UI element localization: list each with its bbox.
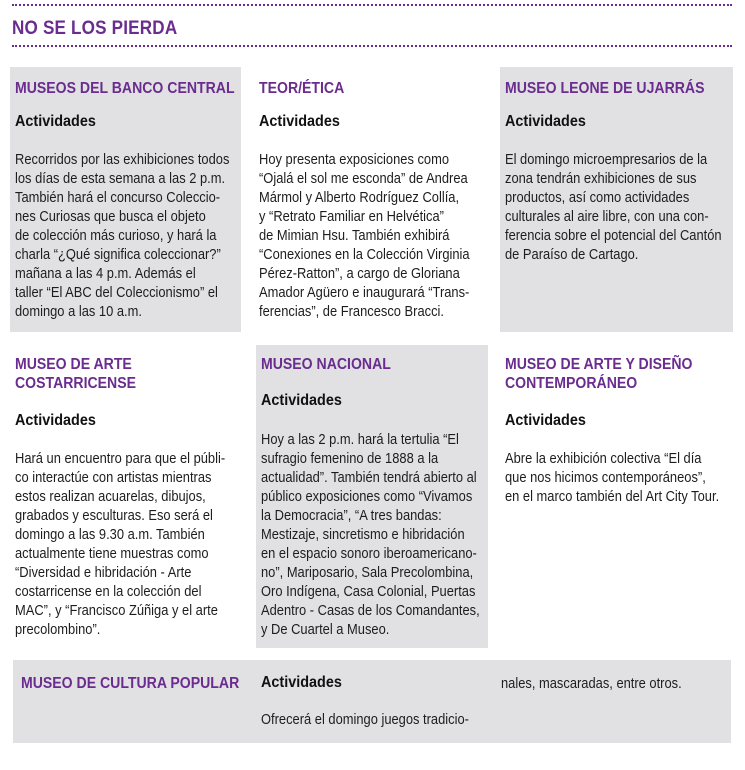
box-subtitle: Actividades	[505, 113, 586, 130]
box-body: Hará un encuentro para que el públi- co interactúe con artistas mientras estos realizan acuarelas, dibujos, grabados y esculturas. Eso será el domingo a las 9.30 a.m. También actualmente tiene muestras como “Diversidad e hibridación - Arte costarricense en la colección del MAC”, y “Francisco Zúñiga y el arte precolombino”.	[15, 450, 226, 638]
box-body: Hoy a las 2 p.m. hará la tertulia “El sufragio femenino de 1888 a la actualidad”. También tendrá abierto al público exposiciones como “Vivamos la Democracia”, “A tres bandas: Mestizaje, sincretismo e hibridación en el espacio sonoro iberoamericano- no”, Mariposario, Sala Precolombina, Oro Indígena, Casa Colonial, Puertas Adentro - Casas de los Comandantes, y De Cuartel a Museo.	[261, 431, 480, 638]
section-header	[12, 18, 732, 40]
box-teoretica	[254, 67, 486, 332]
box-banco-central	[10, 67, 241, 332]
box-museo-nacional	[256, 345, 488, 648]
box-cultura-popular	[13, 660, 731, 743]
box-subtitle: Actividades	[261, 392, 342, 409]
box-title: MUSEO DE CULTURA POPULAR	[21, 675, 240, 692]
box-subtitle: Actividades	[15, 113, 96, 130]
header-dotted-rule	[12, 45, 732, 47]
box-arte-diseno-contemporaneo	[500, 345, 733, 545]
box-subtitle: Actividades	[15, 412, 96, 429]
box-title: MUSEOS DEL BANCO CENTRAL	[15, 80, 235, 97]
box-body: Abre la exhibición colectiva “El día que nos hicimos contemporáneos”, en el marco también del Art City Tour.	[505, 450, 720, 505]
box-title: MUSEO DE ARTE Y DISEÑO CONTEMPORÁNEO	[505, 356, 693, 392]
box-leone-ujarras	[500, 67, 733, 332]
box-title: TEOR/ÉTICA	[259, 80, 345, 97]
section-title: NO SE LOS PIERDA	[12, 18, 178, 39]
box-title: MUSEO DE ARTE COSTARRICENSE	[15, 356, 136, 392]
box-body: Recorridos por las exhibiciones todos los días de esta semana a las 2 p.m. También hará el concurso Coleccio- nes Curiosas que busca el objeto de colección más curioso, y hará la charla “¿Qué significa coleccionar?” mañana a las 4 p.m. Además el taller “El ABC del Coleccionismo” el domingo a las 10 a.m.	[15, 151, 230, 320]
box-subtitle: Actividades	[261, 674, 342, 691]
box-body: El domingo microempresarios de la zona tendrán exhibiciones de sus productos, así como actividades culturales al aire libre, con una con- ferencia sobre el potencial del Cantón de Paraíso de Cartago.	[505, 151, 722, 263]
box-arte-costarricense	[10, 345, 241, 645]
top-dotted-rule	[12, 4, 732, 6]
box-body: Hoy presenta exposiciones como “Ojalá el sol me esconda” de Andrea Mármol y Alberto Rodríguez Collía, y “Retrato Familiar en Helvética” de Mimian Hsu. También exhibirá “Conexiones en la Colección Virginia Pérez-Ratton”, a cargo de Gloriana Amador Agüero e inaugurará “Trans- ferencias”, de Francesco Bracci.	[259, 151, 470, 320]
box-title: MUSEO NACIONAL	[261, 356, 391, 373]
box-subtitle: Actividades	[505, 412, 586, 429]
box-title: MUSEO LEONE DE UJARRÁS	[505, 80, 705, 97]
box-subtitle: Actividades	[259, 113, 340, 130]
box-body-line-2: nales, mascaradas, entre otros.	[501, 675, 682, 692]
box-body-line-1: Ofrecerá el domingo juegos tradicio-	[261, 711, 469, 728]
